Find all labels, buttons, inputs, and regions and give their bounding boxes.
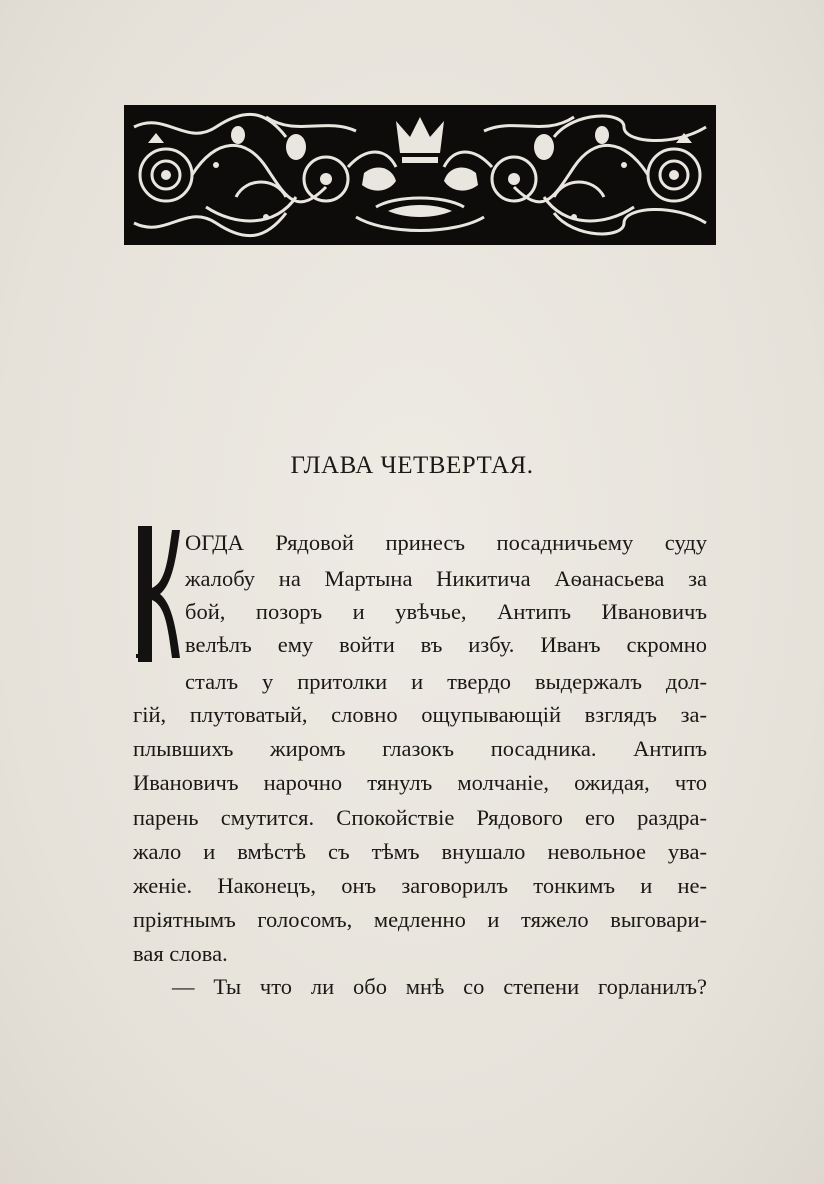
text-line-6: гій, плутоватый, словно ощупывающій взглядъ за-: [133, 702, 707, 727]
text-line-7: плывшихъ жиромъ глазокъ посадника. Антипъ: [133, 736, 707, 761]
text-line-3: бой, позоръ и увѣчье, Антипъ Ивановичъ: [185, 599, 707, 624]
text-line-4: велѣлъ ему войти въ избу. Иванъ скромно: [185, 632, 707, 657]
text-line-9: парень смутится. Спокойствіе Рядового его раздра-: [133, 805, 707, 830]
dialogue-line: — Ты что ли обо мнѣ со степени горланилъ?: [172, 974, 707, 999]
text-line-11: женіе. Наконецъ, онъ заговорилъ тонкимъ и не-: [133, 873, 707, 898]
drop-cap-letter: [136, 524, 182, 664]
text-line-5: сталъ у притолки и твердо выдержалъ дол-: [185, 669, 707, 694]
text-line-12: пріятнымъ голосомъ, медленно и тяжело выговари-: [133, 907, 707, 932]
text-line-2: жалобу на Мартына Никитича Аѳанасьева за: [185, 566, 707, 591]
chapter-title: ГЛАВА ЧЕТВЕРТАЯ.: [290, 452, 534, 479]
text-line-13: вая слова.: [133, 941, 228, 966]
ornamental-headpiece: [124, 105, 716, 245]
text-line-8: Ивановичъ нарочно тянулъ молчаніе, ожидая, что: [133, 770, 707, 795]
text-line-10: жало и вмѣстѣ съ тѣмъ внушало невольное ува-: [133, 839, 707, 864]
text-line-1: ОГДА Рядовой принесъ посадничьему суду: [185, 530, 707, 555]
